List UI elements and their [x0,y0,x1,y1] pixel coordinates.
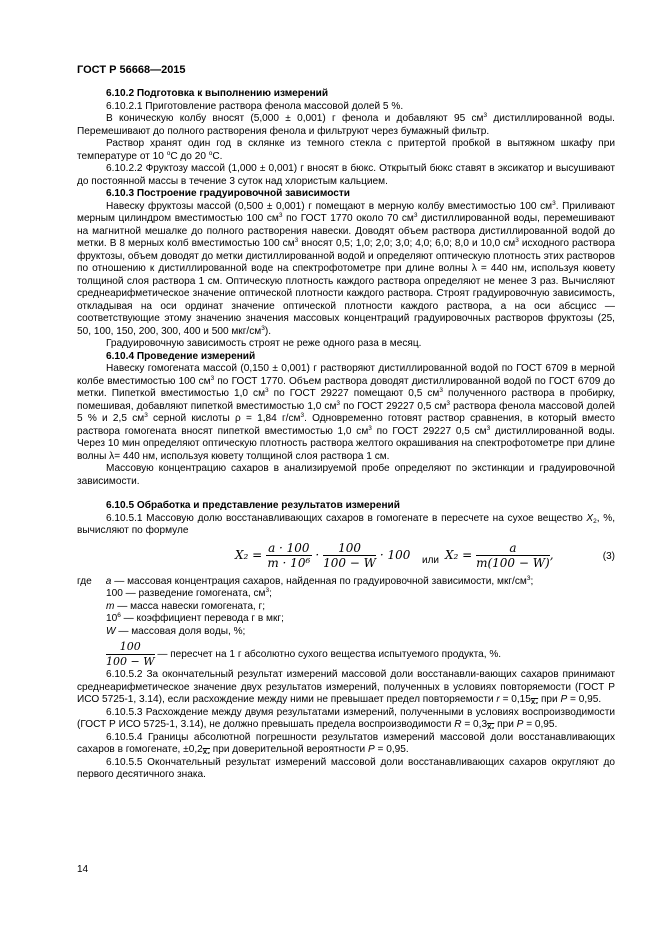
definition-100: 100 — разведение гомогената, $см^3$; [106,587,272,599]
paragraph-calibration: Навеску фруктозы массой (0,500 ± 0,001) г помещают в мерную колбу вместимостью 100 $см^3$. Приливают мерным цилиндром вместимостью 100 $см^3$ по ГОСТ 1770 около 70 $см^3$ дистиллированной воды, перемешивают на магнитной мешалке до полного растворения навески. Доводят объем раствора дистиллированной водой до метки. В 8 мерных колб вместимостью 100 $см^3$ вносят 0,5; 1,0; 2,0; 3,0; 4,0; 6,0; 8,0 и 10,0 $см^3$ исходного раствора фруктозы, объем доводят до метки дистиллированной водой и определяют оптическую плотность этих растворов по отношению к дистиллированной воде на спектрофотометре при длине волны λ = 440 нм, используя кювету толщиной слоя раствора 1 см. Оптическую плотность каждого раствора определяют не менее 3 раз. Вычисляют среднеарифметическое значение оптической плотности каждого раствора. Строят градуировочную зависимость, откладывая на оси ординат значение оптической плотности каждого раствора, а на оси абсцисс — соответствующие этому значению значения массовых концентраций градуировочных растворов фруктозы (25, 50, 100, 150, 200, 300, 400 и 500 мкг/$см^3$). [77,199,615,337]
page-number: 14 [77,864,89,875]
paragraph-concentration: Массовую концентрацию сахаров в анализируемой пробе определяют по экстинкции и градуировочной зависимости. [77,463,615,487]
dry-basis-fraction: $\frac{100}{100 - W}$ [106,640,155,668]
section-heading-6-10-3: 6.10.3 Построение градуировочной зависимости [106,188,351,199]
paragraph-6-10-5-4: 6.10.5.4 Границы абсолютной погрешности результатов измерений массовой доли восстанавливающих сахаров в гомогенате, ±0,2X₂ при доверительной вероятности P = 0,95. [77,731,615,756]
document-body [77,88,615,782]
paragraph-6-10-2-2: 6.10.2.2 Фруктозу массой (1,000 ± 0,001) г вносят в бюкс. Открытый бюкс ставят в эксикатор и высушивают до постоянной массы в течение 3 суток над хлористым кальцием. [77,163,615,187]
section-heading-6-10-4: 6.10.4 Проведение измерений [106,350,256,362]
formula-3 [77,538,615,576]
definition-w: W — массовая доля воды, %; [106,625,246,637]
formula-expression-1: X₂ = $\frac{a \cdot 100}{\text{m · 10⁶}}$ · $\frac{100}{100 - W}$ · 100 [235,540,411,570]
equation-number: (3) [602,550,615,562]
paragraph-6-10-2-1: 6.10.2.1 Приготовление раствора фенола массовой долей 5 %. [106,100,404,112]
standard-code: ГОСТ Р 56668—2015 [77,64,186,76]
paragraph-phenol-mixing: В коническую колбу вносят (5,000 ± 0,001) г фенола и добавляют 95 $см^3$ дистиллированной воды. Перемешивают до полного растворения фенола и фильтруют через бумажный фильтр. [77,112,615,137]
paragraph-6-10-5-3: 6.10.5.3 Расхождение между двумя результатами измерений, полученными в условиях воспроизводимости (ГОСТ Р ИСО 5725-1, 3.14), не должно превышать предела воспроизводимости R = 0,3X₂ при P = 0,95. [77,706,615,731]
section-heading-6-10-2: 6.10.2 Подготовка к выполнению измерений [106,88,329,99]
definition-m: m — масса навески гомогената, г; [106,600,266,612]
paragraph-storage: Раствор хранят один год в склянке из темного стекла с притертой пробкой в вытяжном шкафу при температуре от 10 $^о$C до 20 $^о$C. [77,138,615,162]
paragraph-6-10-5-1: 6.10.5.1 Массовую долю восстанавливающих сахаров в гомогенате в пересчете на сухое вещество $X_2$, %, вычисляют по формуле [77,512,616,536]
paragraph-6-10-5-2: 6.10.5.2 За окончательный результат измерений массовой доли восстанавли-вающих сахаров принимают среднеарифметическое значение двух результатов измерений, полученных в условиях повторяемости (ГОСТ Р ИСО 5725-1, 3.14), если расхождение между ними не превышает предел повторяемости r = 0,15X₂ при P = 0,95. [77,669,615,706]
formula-or-word: или [422,554,440,566]
paragraph-6-10-5-5: 6.10.5.5 Окончательный результат измерений массовой доли восстанавливающих сахаров округляют до первого десятичного знака. [77,756,615,780]
section-heading-6-10-5: 6.10.5 Обработка и представление результатов измерений [106,500,400,511]
formula-expression-2: X₂ = $\frac{a}{m(100 - W)}$ , [445,540,554,570]
paragraph-measurement: Навеску гомогената массой (0,150 ± 0,001) г растворяют дистиллированной водой по ГОСТ 6709 в мерной колбе вместимостью 100 $см^3$ по ГОСТ 1770. Объем раствора доводят дистиллированной водой по ГОСТ 6709 до метки. Пипеткой вместимостью 1,0 $см^3$ по ГОСТ 29227 помещают 0,5 $см^3$ полученного раствора в пробирку, помешивая, добавляют пипеткой вместимостью 1,0 $см^3$ по ГОСТ 29227 0,5 $см^3$ раствора фенола массовой долей 5 % и 2,5 $см^3$ серной кислоты ρ = 1,84 $г/см^3$. Одновременно готовят раствор сравнения, в который вместо раствора гомогената вносят пипеткой вместимостью 1,0 $см^3$ по ГОСТ 29227 0,5 $см^3$ дистиллированной воды. Через 10 мин определяют оптическую плотность раствора желтого окрашивания на спектрофотометре при длине волны λ= 440 нм, используя кювету толщиной слоя раствора 1 см. [77,363,616,462]
formula-definitions [77,576,615,670]
definition-a: где a — массовая концентрация сахаров, найденная по градуировочной зависимости, мкг/$см^3$; [77,574,534,587]
definition-10-6: $10^6$ — коэффициент перевода г в мкг; [106,612,284,624]
definition-dry-basis: $\frac{100}{100 - W}$ — пересчет на 1 г абсолютно сухого вещества испытуемого продукта, %. [106,640,502,668]
paragraph-calibration-frequency: Градуировочную зависимость строят не реже одного раза в месяц. [106,338,422,349]
